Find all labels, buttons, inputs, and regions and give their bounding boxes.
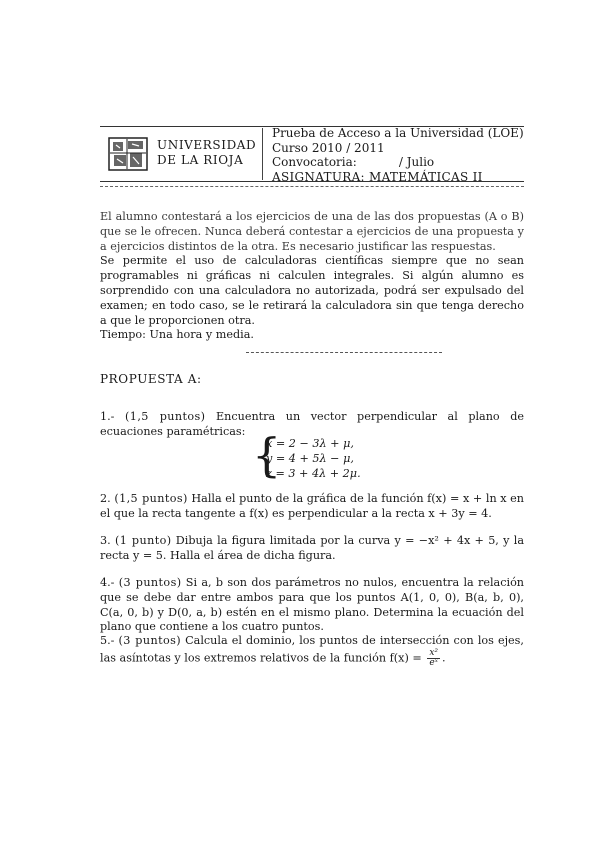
problem-number: 3. bbox=[100, 534, 111, 547]
function-fraction bbox=[427, 649, 440, 668]
equation-1: x = 2 − 3λ + μ, bbox=[266, 437, 354, 450]
exam-title: Prueba de Acceso a la Universidad (LOE) bbox=[272, 126, 524, 140]
problem-text: Dibuja la figura limitada por la curva y = −x² + 4x + 5, y la recta y = 5. Halla el área de dicha figura. bbox=[100, 534, 524, 562]
problem-points: (3 puntos) bbox=[118, 634, 182, 647]
session bbox=[272, 155, 524, 170]
problem-2 bbox=[100, 492, 524, 522]
brace-symbol: { bbox=[252, 428, 282, 482]
problem-number: 2. bbox=[100, 492, 111, 505]
session-value: / Julio bbox=[398, 155, 435, 169]
university-logo-icon bbox=[108, 137, 148, 171]
fraction-denominator: eˣ bbox=[429, 657, 438, 668]
exam-info bbox=[272, 126, 524, 184]
problem-4 bbox=[100, 576, 524, 635]
problem-text-end: . bbox=[442, 651, 446, 665]
problem-5 bbox=[100, 634, 524, 668]
instructions-paragraph-1: El alumno contestará a los ejercicios de una de las dos propuestas (A o B) que se le ofrecen. Nunca deberá contestar a ejercicios de una propuesta y a ejercicios distintos de la otra. Es necesario justificar las respuestas. bbox=[100, 210, 524, 253]
session-label: Convocatoria: bbox=[272, 155, 357, 169]
university-line-1: UNIVERSIDAD bbox=[157, 138, 257, 152]
equation-3: z = 3 + 4λ + 2μ. bbox=[266, 467, 361, 480]
fraction-numerator: x² bbox=[429, 647, 438, 658]
problem-number: 1.- bbox=[100, 410, 115, 423]
header-bottom-rule bbox=[100, 181, 524, 182]
header-divider bbox=[262, 128, 263, 180]
subject: ASIGNATURA: MATEMÁTICAS II bbox=[272, 169, 483, 184]
problem-number: 4.- bbox=[100, 576, 115, 589]
problem-points: (1,5 puntos) bbox=[125, 410, 206, 423]
university-name bbox=[157, 138, 256, 168]
problem-points: (1 punto) bbox=[114, 534, 172, 547]
university-line-2: DE LA RIOJA bbox=[157, 153, 244, 167]
problem-3 bbox=[100, 534, 524, 564]
problem-points: (3 puntos) bbox=[118, 576, 182, 589]
parametric-system bbox=[252, 428, 392, 482]
problem-text: Halla el punto de la gráfica de la función f(x) = x + ln x en el que la recta tangente a f(x) es perpendicular a la recta x + 3y = 4. bbox=[100, 492, 525, 520]
time-note: Tiempo: Una hora y media. bbox=[100, 328, 254, 342]
instructions bbox=[100, 210, 524, 343]
problem-text: Calcula el dominio, los puntos de intersección con los ejes, las asíntotas y los extremos relativos de la función f(x) = bbox=[100, 634, 524, 665]
problem-number: 5.- bbox=[100, 634, 115, 647]
header-dashed-rule bbox=[100, 186, 524, 187]
problem-text: Si a, b son dos parámetros no nulos, encuentra la relación que se debe dar entre ambos para que los puntos A(1, 0, 0), B(a, b, 0), C(a, 0, b) y D(0, a, b) estén en el mismo plano. Determina la ecuación del plano que contiene a los cuatro puntos. bbox=[100, 576, 525, 634]
course: Curso 2010 / 2011 bbox=[272, 140, 385, 155]
equation-2: y = 4 + 5λ − μ, bbox=[266, 452, 354, 465]
problem-text: Encuentra un vector perpendicular al plano de ecuaciones paramétricas: bbox=[100, 410, 525, 438]
section-title: PROPUESTA A: bbox=[100, 372, 202, 386]
instructions-paragraph-2: Se permite el uso de calculadoras científicas siempre que no sean programables ni gráficas ni calculen integrales. Si algún alumno es sorprendido con una calculadora no autorizada, podrá ser expulsado del examen; en todo caso, se le retirará la calculadora sin que tenga derecho a que le proporcionen otra. bbox=[100, 254, 524, 327]
instructions-dashed-rule bbox=[246, 352, 442, 353]
problem-points: (1,5 puntos) bbox=[114, 492, 188, 505]
